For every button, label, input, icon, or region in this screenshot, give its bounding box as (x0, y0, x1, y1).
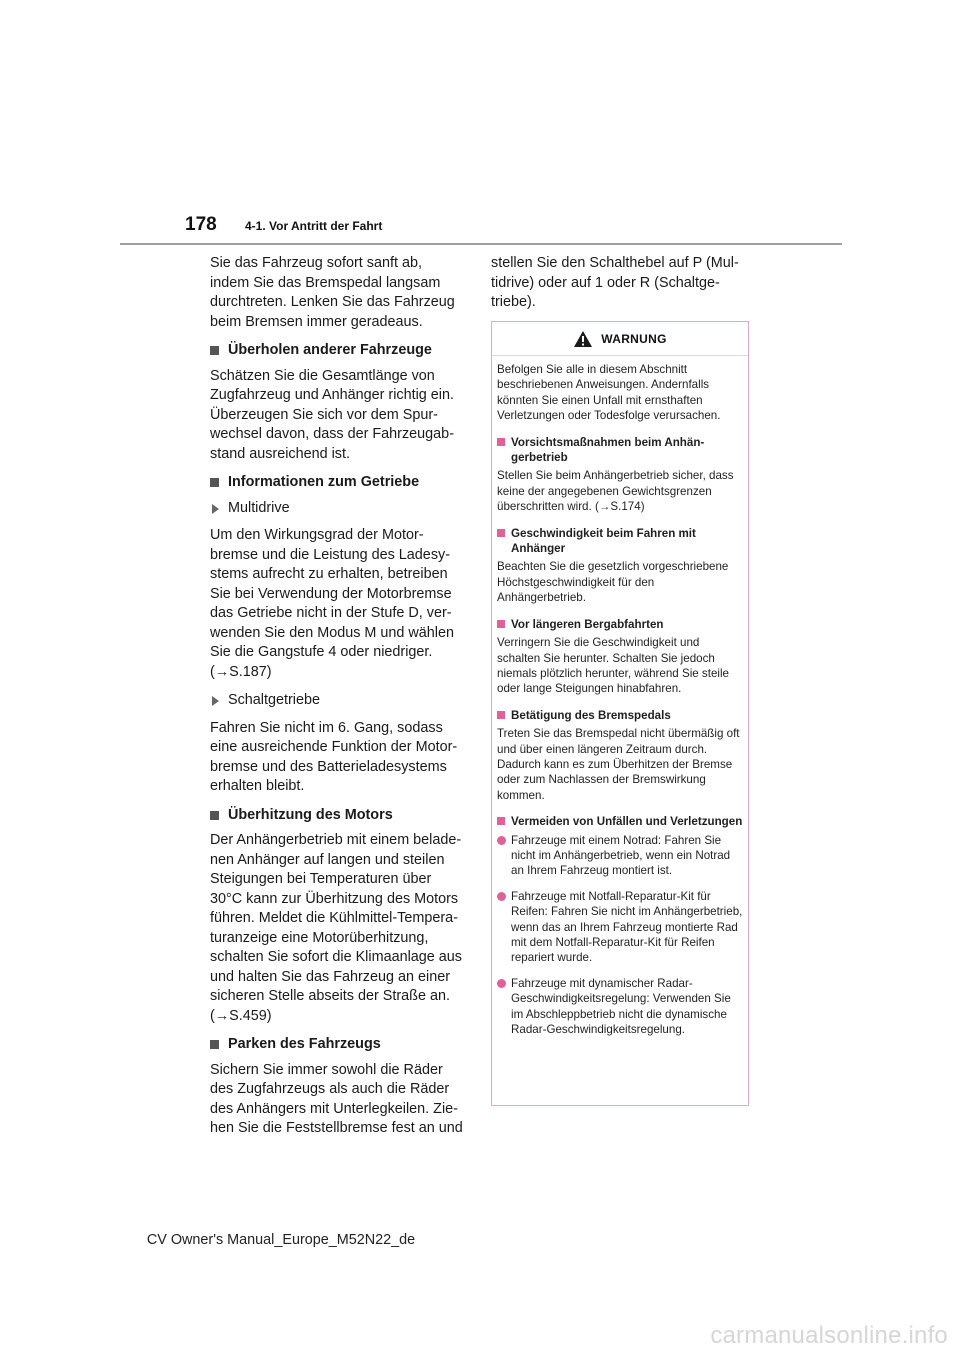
paragraph-overheating: Der Anhängerbetrieb mit einem beladenen Anhänger auf langen und steilen Steigungen bei Temperaturen über 30°C kann zur Überhitzung des Motors führen. Meldet die Kühlmittel-Temperaturanzeige eine Motorüberhitzung, schalten Sie sofort die Klimaanlage aus und halten Sie das Fahrzeug an einer sicheren Stelle abseits der Straße an. (→S.459) (210, 832, 462, 1024)
subheading-text: Schaltgetriebe (228, 692, 321, 708)
warning-title: WARNUNG (601, 331, 667, 346)
subheading-text: Multidrive (228, 499, 290, 516)
warning-paragraph-speed: Beachten Sie die gesetzlich vorgeschriebene Höchstgeschwindigkeit für den Anhängerbetrieb. (497, 560, 729, 605)
right-column-continuation (491, 254, 753, 322)
square-bullet-icon (210, 346, 219, 355)
heading-text: Überhitzung des Motors (228, 806, 393, 823)
warning-header (492, 322, 748, 356)
square-bullet-icon (497, 817, 505, 825)
warning-triangle-icon (573, 330, 593, 348)
round-bullet-icon (497, 892, 506, 901)
triangle-bullet-icon (212, 696, 219, 706)
heading-text: Informationen zum Getriebe (228, 474, 420, 490)
warning-heading-downhill (497, 617, 744, 632)
section-title: 4-1. Vor Antritt der Fahrt (245, 219, 383, 233)
round-bullet-icon (497, 836, 506, 845)
warning-heading-text: Vorsichtsmaßnahmen beim Anhängerbetrieb (511, 435, 705, 465)
warning-bullet-text: Fahrzeuge mit dynamischer Radar-Geschwindigkeitsregelung: Verwenden Sie im Abschleppbetrieb nicht die dynamische Radar-Geschwindigkeitsregelung. (511, 976, 731, 1037)
subheading-multidrive (210, 499, 465, 519)
left-column (210, 254, 465, 1148)
warning-heading-speed (497, 526, 744, 557)
paragraph-parking: Sichern Sie immer sowohl die Räder des Zugfahrzeugs als auch die Räder des Anhängers mit Unterlegkeilen. Ziehen Sie die Feststellbremse fest an und (210, 1061, 463, 1136)
warning-intro: Befolgen Sie alle in diesem Abschnitt beschriebenen Anweisungen. Andernfalls könnten Sie einen Unfall mit ernsthaften Verletzungen oder Todesfolge verursachen. (497, 363, 721, 423)
warning-body (492, 356, 748, 1037)
warning-paragraph-brake: Treten Sie das Bremspedal nicht übermäßig oft und über einen längeren Zeitraum durch. Dadurch kann es zum Überhitzen der Bremse oder zum Nachlassen der Bremswirkung kommen. (497, 727, 740, 802)
warning-paragraph-trailer: Stellen Sie beim Anhängerbetrieb sicher, dass keine der angegebenen Gewichtsgrenzen überschritten wird. (→S.174) (497, 469, 734, 514)
paragraph-overtaking: Schätzen Sie die Gesamtlänge von Zugfahrzeug und Anhänger richtig ein. Überzeugen Sie sich vor dem Spurwechsel davon, dass der Fahrzeugabstand ausreichend ist. (210, 367, 455, 462)
warning-heading-text: Vermeiden von Unfällen und Verletzungen (511, 815, 743, 829)
warning-heading-accidents (497, 814, 744, 829)
square-bullet-icon (210, 811, 219, 820)
heading-parking (210, 1035, 465, 1055)
warning-bullet-text: Fahrzeuge mit Notfall-Reparatur-Kit für Reifen: Fahren Sie nicht im Anhängerbetrieb, wenn das an Ihrem Fahrzeug montierte Rad mit dem Notfall-Reparatur-Kit für Reifen repariert wurde. (511, 889, 743, 965)
warning-heading-text: Betätigung des Bremspedals (511, 708, 671, 722)
paragraph-continuation: stellen Sie den Schalthebel auf P (Multidrive) oder auf 1 oder R (Schaltgetriebe). (491, 255, 739, 310)
square-bullet-icon (497, 438, 505, 446)
warning-bullet-text: Fahrzeuge mit einem Notrad: Fahren Sie nicht im Anhängerbetrieb, wenn ein Notrad an Ihrem Fahrzeug montiert ist. (511, 833, 731, 878)
heading-overtaking (210, 341, 465, 361)
page-number: 178 (185, 214, 217, 235)
warning-heading-brake (497, 708, 744, 723)
square-bullet-icon (210, 478, 219, 487)
heading-text: Parken des Fahrzeugs (228, 1036, 381, 1052)
heading-text: Überholen anderer Fahrzeuge (228, 342, 432, 358)
paragraph-multidrive: Um den Wirkungsgrad der Motorbremse und die Leistung des Ladesystems aufrecht zu erhalten, betreiben Sie bei Verwendung der Motorbremse das Getriebe nicht in der Stufe D, verwenden Sie den Modus M und wählen Sie die Gangstufe 4 oder niedriger. (→S.187) (210, 527, 455, 680)
subheading-manual (210, 691, 465, 711)
triangle-bullet-icon (212, 504, 219, 514)
header-rule (120, 243, 842, 245)
warning-heading-trailer (497, 435, 744, 466)
warning-bullet-item (497, 833, 744, 879)
warning-heading-text: Vor längeren Bergabfahrten (511, 617, 664, 631)
footer (0, 1232, 960, 1248)
round-bullet-icon (497, 979, 506, 988)
square-bullet-icon (497, 620, 505, 628)
watermark: carmanualsonline.info (710, 1322, 948, 1349)
warning-bullet-item (497, 976, 744, 1038)
square-bullet-icon (497, 529, 505, 537)
warning-box (491, 321, 749, 1106)
warning-paragraph-downhill: Verringern Sie die Geschwindigkeit und schalten Sie herunter. Schalten Sie jedoch niemals plötzlich herunter, während Sie steile oder lange Steigungen hinabfahren. (497, 636, 729, 696)
heading-overheating (210, 806, 465, 826)
intro-paragraph: Sie das Fahrzeug sofort sanft ab, indem Sie das Bremspedal langsam durchtreten. Lenken Sie das Fahrzeug beim Bremsen immer geradeaus. (210, 255, 455, 330)
warning-bullet-item (497, 889, 744, 966)
warning-heading-text: Geschwindigkeit beim Fahren mit Anhänger (511, 526, 696, 556)
paragraph-manual: Fahren Sie nicht im 6. Gang, sodass eine ausreichende Funktion der Motorbremse und des Batterieladesystems erhalten bleibt. (210, 719, 458, 794)
footer-text: CV Owner's Manual_Europe_M52N22_de (146, 1232, 416, 1248)
square-bullet-icon (210, 1040, 219, 1049)
square-bullet-icon (497, 711, 505, 719)
heading-gearbox (210, 473, 465, 493)
